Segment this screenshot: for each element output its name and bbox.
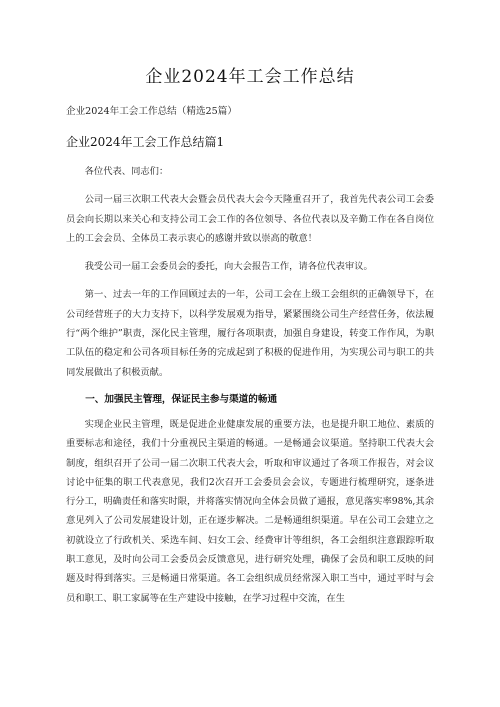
paragraph-democratic-management: 实现企业民主管理，既是促进企业健康发展的重要方法，也是提升职工地位、素质的重要标志和途径，我们十分重视民主渠道的畅通。一是畅通会议渠道。坚持职工代表大会制度，组织召开了公司一届二次职工代表大会，听取和审议通过了各项工作报告，对会议讨论中征集的职工代表意见，我们2次召开工会委员会会议，专题进行梳理研究，逐条进行分工，明确责任和落实时限，并将落实情况向全体会员做了通报，意见落实率98%,其余意见列入了公司发展建设计划，正在逐步解决。二是畅通组织渠道。早在公司工会建立之初就设立了行政机关、采选车间、妇女工会、经费审计等组织，各工会组织注意跟踪听取职工意见，及时向公司工会委员会反馈意见，进行研究处理，确保了会员和职工反映的问题及时得到落实。三是畅通日常渠道。各工会组织成员经常深入职工当中，通过平时与会员和职工、职工家属等在生产建设中接触，在学习过程中交流，在生 bbox=[66, 418, 434, 604]
document-subtitle: 企业2024年工会工作总结（精选25篇） bbox=[66, 106, 237, 117]
document-title: 企业2024年工会工作总结 bbox=[145, 67, 355, 87]
section-title: 企业2024年工会工作总结篇1 bbox=[66, 135, 225, 149]
paragraph-review: 第一、过去一年的工作回顾过去的一年，公司工会在上级工会组织的正确领导下，在公司经营班子的大力支持下，以科学发展观为指导，紧紧围绕公司生产经营任务，依法履行“两个维护”职责，深化民主管理，履行各项职责，加强自身建设，转变工作作风，为职工队伍的稳定和公司各项目标任务的完成起到了积极的促进作用，为实现公司与职工的共同发展做出了积极贡献。 bbox=[66, 289, 434, 378]
paragraph-report: 我受公司一届工会委员会的委托，向大会报告工作，请各位代表审议。 bbox=[84, 261, 373, 273]
paragraph-opening: 公司一届三次职工代表大会暨会员代表大会今天隆重召开了，我首先代表公司工会委员会向长期以来关心和支持公司工会工作的各位领导、各位代表以及辛勤工作在各自岗位上的工会会员、全体员工表示衷心的感谢并致以崇高的敬意！ bbox=[66, 194, 434, 244]
greeting: 各位代表、同志们： bbox=[84, 166, 169, 177]
heading-democratic-management: 一、加强民主管理，保证民主参与渠道的畅通 bbox=[85, 393, 278, 405]
